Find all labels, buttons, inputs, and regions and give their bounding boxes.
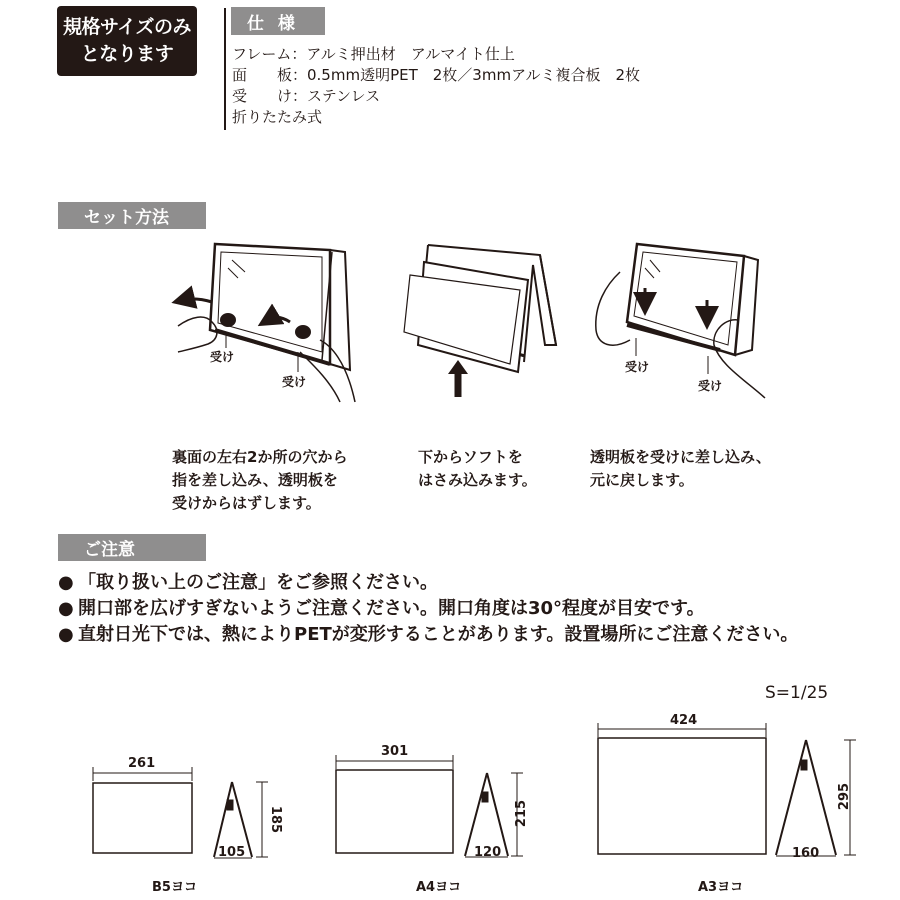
step1-illustration [178,244,355,402]
bullet-icon: ● [58,598,74,619]
caution-text: 「取り扱い上のご注意」をご参照ください。 [78,572,438,593]
spec-row-holder: 受 け：ステンレス [232,87,381,105]
caution-section-title: ご注意 [58,534,206,561]
step2-illustration [404,245,556,397]
a3-width-label: 424 [670,713,698,728]
spec-row-frame: フレーム：アルミ押出材 アルマイト仕上 [232,45,515,63]
step2-line: 下からソフトを [418,448,523,466]
a3-depth-label: 160 [792,846,820,861]
b5-model-label: B5ヨコ [152,880,197,895]
step1-line: 受けからはずします。 [172,494,321,512]
spec-row-folding: 折りたたみ式 [232,108,323,126]
bullet-icon: ● [58,572,74,593]
step3-line: 元に戻します。 [590,471,694,489]
caution-text: 開口部を広げすぎないようご注意ください。開口角度は30°程度が目安です。 [78,598,705,619]
spec-row-panel: 面 板：0.5mm透明PET 2枚／3mmアルミ複合板 2枚 [232,66,641,84]
step1-line: 裏面の左右2か所の穴から [172,448,348,466]
caution-text: 直射日光下では、熱によりPETが変形することがあります。設置場所にご注意ください。 [78,624,799,645]
uke-label-step3-left: 受け [625,360,650,374]
bullet-icon: ● [58,624,74,645]
b5-depth-label: 105 [218,845,246,860]
badge-line-1: 規格サイズのみ [63,16,191,38]
b5-width-label: 261 [128,756,156,771]
a4-depth-label: 120 [474,845,502,860]
a3-side-outline [776,740,836,855]
b5-height-label: 185 [268,805,284,834]
size-drawings [93,723,856,858]
spec-title: 仕 様 [231,7,325,35]
step3-line: 透明板を受けに差し込み、 [590,448,771,466]
caution-item [58,622,798,648]
step1-line: 指を差し込み、透明板を [172,471,338,489]
a3-model-label: A3ヨコ [698,880,744,895]
caution-item [58,596,798,622]
b5-front-outline [93,783,192,853]
uke-label-step1-left: 受け [210,350,235,364]
a4-side-outline [465,773,508,856]
badge-line-2: となります [80,43,174,65]
uke-label-step1-right: 受け [282,375,307,389]
step2-description [418,446,537,492]
step3-description [590,446,771,492]
a4-front-outline [336,770,453,853]
setup-section-title: セット方法 [58,202,206,229]
step3-illustration [596,244,765,398]
uke-label-step3-right: 受け [698,379,723,393]
a3-height-label: 295 [837,782,853,811]
a4-width-label: 301 [381,744,409,759]
step1-description [172,446,347,515]
caution-list [58,570,798,648]
a4-height-label: 215 [514,799,530,828]
step2-line: はさみ込みます。 [418,471,537,489]
a3-front-outline [598,738,766,854]
caution-item [58,570,798,596]
scale-label: S=1/25 [765,683,829,703]
a4-model-label: A4ヨコ [416,880,462,895]
